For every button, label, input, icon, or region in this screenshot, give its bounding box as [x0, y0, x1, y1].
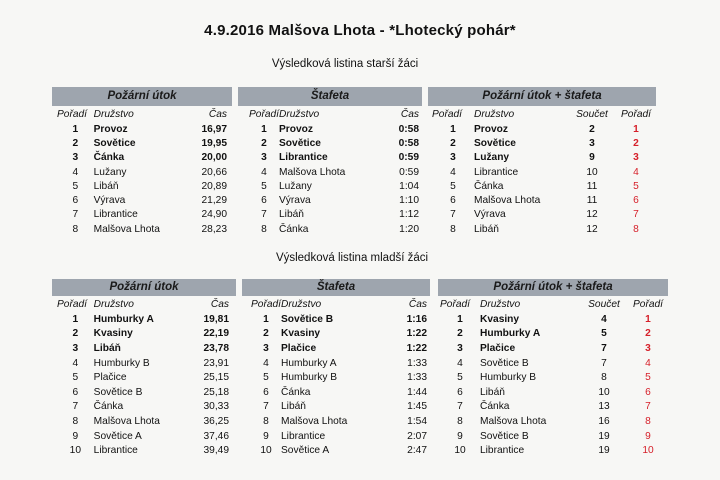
table-row	[57, 179, 227, 193]
column-header-row	[57, 296, 229, 312]
cell-team: Librantice	[281, 430, 326, 442]
table-row	[249, 179, 419, 193]
cell-team: Humburky B	[480, 372, 537, 384]
cell-rank: 3	[72, 342, 79, 354]
cell-rank: 10	[260, 445, 272, 457]
cell-time: 28,23	[201, 223, 227, 235]
table-row	[57, 193, 227, 207]
column-header: Družstvo	[480, 298, 521, 310]
older-combined-table	[428, 87, 656, 236]
table-row	[57, 341, 229, 356]
cell-time: 1:44	[407, 386, 427, 398]
cell-place: 10	[642, 445, 654, 457]
cell-place: 7	[633, 209, 639, 221]
cell-time: 1:10	[399, 195, 419, 207]
cell-time: 20,66	[201, 166, 227, 178]
cell-time: 20,89	[201, 180, 227, 192]
column-header: Součet	[576, 108, 608, 120]
table-row	[251, 327, 427, 342]
cell-rank: 8	[457, 415, 463, 427]
table-row	[440, 312, 666, 327]
cell-time: 21,29	[201, 195, 227, 207]
cell-place: 2	[633, 137, 639, 149]
column-header: Pořadí	[57, 108, 88, 120]
cell-time: 39,49	[203, 445, 229, 457]
cell-team: Libáň	[279, 209, 304, 221]
column-header: Pořadí	[632, 298, 663, 310]
table-row	[432, 122, 654, 136]
cell-team: Malšova Lhota	[279, 166, 346, 178]
cell-team: Libáň	[474, 223, 499, 235]
cell-rank: 3	[72, 152, 79, 164]
cell-time: 19,81	[203, 313, 229, 325]
cell-time: 24,90	[201, 209, 227, 221]
cell-team: Sovětice A	[93, 430, 142, 442]
cell-time: 16,97	[201, 123, 227, 135]
cell-rank: 8	[450, 223, 456, 235]
cell-time: 20,00	[201, 152, 227, 164]
table-row	[251, 312, 427, 327]
cell-rank: 4	[457, 357, 463, 369]
table-row	[57, 443, 229, 458]
cell-time: 23,78	[203, 342, 229, 354]
cell-rank: 3	[450, 152, 456, 164]
cell-sum: 16	[598, 415, 610, 427]
column-header: Družstvo	[474, 108, 515, 120]
cell-team: Sovětice B	[93, 386, 143, 398]
cell-time: 37,46	[203, 430, 229, 442]
section-subtitle-younger: Výsledková listina mladší žáci	[275, 252, 429, 264]
cell-sum: 13	[598, 401, 610, 413]
column-header-row	[251, 296, 427, 312]
table-row	[251, 370, 427, 385]
column-header: Pořadí	[249, 108, 280, 120]
cell-team: Libáň	[93, 342, 121, 354]
cell-rank: 6	[261, 195, 267, 207]
cell-team: Čánka	[93, 152, 125, 164]
cell-rank: 9	[457, 430, 463, 442]
table-row	[432, 179, 654, 193]
cell-team: Librantice	[480, 445, 525, 457]
cell-team: Humburky B	[93, 357, 150, 369]
cell-place: 7	[645, 401, 651, 413]
column-header-row	[432, 106, 654, 122]
cell-team: Plačice	[281, 342, 317, 354]
table-row	[249, 222, 419, 236]
cell-sum: 5	[601, 328, 607, 340]
cell-time: 1:54	[407, 415, 427, 427]
table-row	[57, 429, 229, 444]
cell-rank: 2	[72, 328, 79, 340]
cell-time: 1:20	[399, 223, 419, 235]
cell-rank: 4	[261, 166, 267, 178]
table-row	[440, 370, 666, 385]
column-header: Čas	[208, 108, 227, 120]
cell-sum: 11	[586, 180, 598, 192]
cell-place: 4	[645, 357, 651, 369]
cell-team: Malšova Lhota	[281, 415, 348, 427]
table-row	[251, 385, 427, 400]
table-row	[440, 341, 666, 356]
table-row	[440, 327, 666, 342]
cell-rank: 2	[263, 328, 269, 340]
table-row	[432, 208, 654, 222]
cell-rank: 4	[72, 166, 79, 178]
cell-rank: 8	[72, 415, 79, 427]
cell-rank: 7	[457, 401, 463, 413]
cell-time: 1:16	[406, 313, 427, 325]
table-row	[57, 327, 229, 342]
cell-rank: 5	[72, 180, 79, 192]
cell-team: Libáň	[93, 180, 119, 192]
column-header: Pořadí	[432, 108, 463, 120]
column-header-row	[440, 296, 666, 312]
table-row	[440, 429, 666, 444]
table-row	[251, 400, 427, 415]
cell-team: Librantice	[93, 445, 138, 457]
cell-rank: 9	[263, 430, 269, 442]
cell-team: Lužany	[279, 180, 312, 192]
cell-time: 25,18	[203, 386, 229, 398]
column-header-row	[249, 106, 419, 122]
cell-team: Sovětice B	[480, 430, 529, 442]
table-row	[440, 400, 666, 415]
column-header: Družstvo	[281, 298, 322, 310]
cell-team: Librantice	[93, 209, 138, 221]
cell-rank: 7	[450, 209, 456, 221]
cell-time: 1:22	[406, 328, 427, 340]
table-row	[57, 122, 227, 136]
cell-place: 2	[645, 328, 651, 340]
cell-place: 6	[633, 195, 639, 207]
column-header: Družstvo	[93, 108, 134, 120]
cell-team: Výrava	[279, 195, 311, 207]
older-relay-table	[238, 87, 422, 236]
cell-time: 2:47	[407, 445, 427, 457]
cell-sum: 12	[586, 209, 598, 221]
cell-sum: 11	[586, 195, 598, 207]
table-row	[249, 151, 419, 165]
table-row	[57, 312, 229, 327]
cell-rank: 6	[72, 195, 79, 207]
cell-team: Sovětice	[474, 137, 516, 149]
cell-rank: 1	[261, 123, 267, 135]
cell-team: Malšova Lhota	[93, 415, 160, 427]
cell-rank: 5	[450, 180, 456, 192]
cell-place: 3	[633, 152, 639, 164]
cell-rank: 3	[261, 152, 267, 164]
column-header: Čas	[408, 298, 427, 310]
table-row	[57, 151, 227, 165]
table-row	[57, 370, 229, 385]
cell-team: Sovětice	[93, 137, 136, 149]
cell-sum: 7	[601, 357, 607, 369]
cell-team: Sovětice B	[281, 313, 334, 325]
table-row	[249, 193, 419, 207]
cell-time: 1:22	[406, 342, 427, 354]
table-row	[440, 385, 666, 400]
column-header: Pořadí	[57, 298, 88, 310]
table-header: Požární útok + štafeta	[428, 87, 656, 106]
cell-team: Libáň	[281, 401, 306, 413]
table-row	[249, 165, 419, 179]
cell-rank: 3	[263, 342, 269, 354]
cell-rank: 10	[454, 445, 466, 457]
cell-rank: 2	[457, 328, 463, 340]
table-header: Požární útok	[52, 87, 232, 106]
table-row	[440, 443, 666, 458]
cell-rank: 4	[450, 166, 456, 178]
cell-rank: 8	[72, 223, 79, 235]
cell-team: Kvasiny	[93, 328, 133, 340]
older-attack-table	[52, 87, 232, 236]
cell-rank: 5	[72, 372, 79, 384]
cell-team: Čánka	[474, 180, 504, 192]
cell-time: 0:58	[398, 123, 419, 135]
column-header: Čas	[400, 108, 419, 120]
cell-rank: 1	[457, 313, 463, 325]
cell-time: 36,25	[203, 415, 229, 427]
cell-team: Plačice	[480, 342, 516, 354]
cell-sum: 12	[586, 223, 598, 235]
column-header: Čas	[210, 298, 229, 310]
column-header: Součet	[588, 298, 620, 310]
cell-sum: 4	[601, 313, 607, 325]
table-row	[251, 356, 427, 371]
cell-rank: 3	[457, 342, 463, 354]
table-row	[57, 400, 229, 415]
cell-team: Libáň	[480, 386, 505, 398]
cell-rank: 4	[263, 357, 269, 369]
cell-rank: 1	[72, 313, 79, 325]
cell-rank: 6	[72, 386, 79, 398]
cell-team: Výrava	[93, 195, 126, 207]
cell-time: 0:59	[398, 152, 419, 164]
column-header-row	[57, 106, 227, 122]
cell-rank: 5	[263, 372, 269, 384]
table-row	[251, 341, 427, 356]
cell-team: Kvasiny	[480, 313, 520, 325]
cell-rank: 2	[72, 137, 79, 149]
table-row	[249, 136, 419, 150]
cell-time: 0:58	[398, 137, 419, 149]
cell-place: 3	[645, 342, 651, 354]
table-row	[249, 122, 419, 136]
table-header: Požární útok	[52, 279, 236, 296]
table-row	[57, 136, 227, 150]
cell-team: Humburky A	[281, 357, 337, 369]
cell-place: 8	[633, 223, 639, 235]
cell-team: Humburky A	[93, 313, 154, 325]
cell-team: Výrava	[474, 209, 506, 221]
cell-rank: 2	[261, 137, 267, 149]
cell-rank: 7	[72, 401, 79, 413]
cell-rank: 6	[263, 386, 269, 398]
table-row	[440, 356, 666, 371]
cell-rank: 1	[450, 123, 456, 135]
table-row	[57, 356, 229, 371]
cell-rank: 6	[457, 386, 463, 398]
cell-team: Malšova Lhota	[93, 223, 160, 235]
cell-time: 23,91	[203, 357, 229, 369]
table-row	[432, 151, 654, 165]
cell-time: 1:33	[407, 372, 427, 384]
cell-rank: 9	[72, 430, 79, 442]
table-header: Štafeta	[242, 279, 430, 296]
cell-team: Čánka	[480, 401, 510, 413]
table-row	[440, 414, 666, 429]
cell-place: 1	[633, 123, 639, 135]
table-row	[57, 222, 227, 236]
cell-team: Kvasiny	[281, 328, 321, 340]
cell-team: Provoz	[474, 123, 508, 135]
cell-time: 1:45	[407, 401, 427, 413]
cell-rank: 2	[450, 137, 456, 149]
table-header: Požární útok + štafeta	[438, 279, 668, 296]
table-row	[432, 222, 654, 236]
cell-team: Plačice	[93, 372, 127, 384]
younger-relay-table	[242, 279, 430, 458]
cell-rank: 1	[263, 313, 269, 325]
cell-team: Humburky A	[480, 328, 541, 340]
cell-rank: 6	[450, 195, 456, 207]
cell-sum: 10	[586, 166, 598, 178]
cell-time: 1:04	[399, 180, 419, 192]
table-row	[251, 414, 427, 429]
cell-time: 19,95	[201, 137, 227, 149]
cell-place: 6	[645, 386, 651, 398]
cell-place: 8	[645, 415, 651, 427]
column-header: Pořadí	[251, 298, 282, 310]
cell-sum: 8	[601, 372, 607, 384]
table-row	[57, 165, 227, 179]
cell-time: 22,19	[203, 328, 229, 340]
cell-rank: 5	[261, 180, 267, 192]
cell-rank: 7	[261, 209, 267, 221]
cell-team: Sovětice	[279, 137, 321, 149]
column-header: Pořadí	[440, 298, 471, 310]
cell-team: Provoz	[279, 123, 313, 135]
page-title: 4.9.2016 Malšova Lhota - *Lhotecký pohár*	[204, 22, 516, 39]
cell-team: Malšova Lhota	[474, 195, 541, 207]
cell-time: 25,15	[203, 372, 229, 384]
cell-team: Sovětice A	[281, 445, 330, 457]
cell-rank: 7	[263, 401, 269, 413]
cell-rank: 5	[457, 372, 463, 384]
cell-team: Provoz	[93, 123, 128, 135]
cell-rank: 8	[261, 223, 267, 235]
table-row	[57, 414, 229, 429]
younger-combined-table	[438, 279, 668, 458]
cell-team: Čánka	[279, 223, 309, 235]
table-row	[57, 385, 229, 400]
cell-sum: 19	[598, 430, 610, 442]
cell-time: 1:33	[407, 357, 427, 369]
cell-sum: 9	[589, 152, 595, 164]
table-row	[57, 208, 227, 222]
table-row	[432, 193, 654, 207]
cell-rank: 4	[72, 357, 79, 369]
cell-team: Čánka	[93, 401, 124, 413]
cell-rank: 8	[263, 415, 269, 427]
cell-team: Sovětice B	[480, 357, 529, 369]
cell-team: Librantice	[474, 166, 519, 178]
cell-team: Lužany	[474, 152, 510, 164]
column-header: Družstvo	[279, 108, 320, 120]
younger-attack-table	[52, 279, 236, 458]
cell-team: Lužany	[93, 166, 127, 178]
table-row	[432, 165, 654, 179]
cell-rank: 1	[72, 123, 79, 135]
table-row	[249, 208, 419, 222]
section-subtitle-older: Výsledková listina starší žáci	[271, 58, 419, 70]
cell-place: 4	[633, 166, 639, 178]
cell-sum: 19	[598, 445, 610, 457]
cell-place: 5	[633, 180, 639, 192]
cell-sum: 2	[589, 123, 595, 135]
cell-sum: 10	[598, 386, 610, 398]
cell-time: 1:12	[399, 209, 419, 221]
cell-sum: 3	[589, 137, 595, 149]
cell-time: 2:07	[407, 430, 427, 442]
cell-sum: 7	[601, 342, 607, 354]
cell-team: Čánka	[281, 386, 311, 398]
cell-place: 9	[645, 430, 651, 442]
cell-time: 0:59	[399, 166, 419, 178]
cell-team: Malšova Lhota	[480, 415, 547, 427]
cell-place: 1	[645, 313, 651, 325]
cell-rank: 7	[72, 209, 79, 221]
cell-place: 5	[645, 372, 651, 384]
cell-team: Librantice	[279, 152, 328, 164]
cell-team: Humburky B	[281, 372, 338, 384]
cell-time: 30,33	[203, 401, 229, 413]
column-header: Pořadí	[620, 108, 651, 120]
table-row	[432, 136, 654, 150]
column-header: Družstvo	[93, 298, 134, 310]
table-header: Štafeta	[238, 87, 422, 106]
table-row	[251, 429, 427, 444]
cell-rank: 10	[69, 445, 81, 457]
table-row	[251, 443, 427, 458]
